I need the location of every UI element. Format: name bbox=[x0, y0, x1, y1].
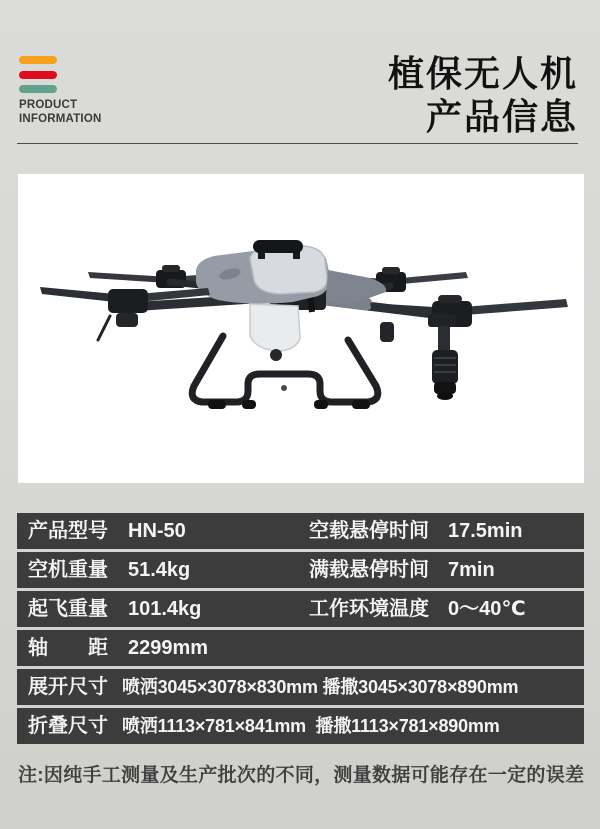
brand-logo bbox=[19, 56, 57, 100]
spec-label: 起飞重量 bbox=[28, 598, 108, 620]
spec-row-takeoff-weight bbox=[17, 591, 584, 627]
spec-value: 喷洒3045×3078×830mm 播撒3045×3078×890mm bbox=[122, 677, 519, 697]
spec-label: 展开尺寸 bbox=[28, 676, 108, 698]
logo-bar-red bbox=[19, 71, 57, 79]
spec-value: 7min bbox=[448, 559, 495, 581]
page-title-line2: 产品信息 bbox=[425, 96, 578, 137]
measurement-disclaimer: 注:因纯手工测量及生产批次的不同，测量数据可能存在一定的误差 bbox=[18, 765, 585, 786]
spec-value: HN-50 bbox=[128, 520, 186, 542]
logo-bar-teal bbox=[19, 85, 57, 93]
spec-label: 轴 距 bbox=[28, 637, 108, 659]
page-title-line1: 植保无人机 bbox=[387, 53, 578, 94]
logo-caption-line2: INFORMATION bbox=[19, 112, 102, 125]
spec-row-folded-size bbox=[17, 708, 584, 744]
spec-label: 空机重量 bbox=[28, 559, 108, 581]
header-divider bbox=[17, 143, 578, 144]
spec-value: 0～40℃ bbox=[448, 598, 526, 620]
spec-row-wheelbase bbox=[17, 630, 584, 666]
logo-caption bbox=[19, 99, 101, 126]
spec-value: 喷洒1113×781×841mm 播撒1113×781×890mm bbox=[122, 716, 500, 736]
drone-illustration bbox=[18, 174, 584, 483]
spec-value: 17.5min bbox=[448, 520, 523, 542]
spec-label: 折叠尺寸 bbox=[28, 715, 108, 737]
drone-product-image bbox=[18, 174, 584, 483]
logo-bar-orange bbox=[19, 56, 57, 64]
spec-value: 2299mm bbox=[128, 637, 209, 659]
page-title bbox=[388, 52, 578, 138]
spec-label: 产品型号 bbox=[28, 520, 108, 542]
spec-label: 空载悬停时间 bbox=[309, 520, 429, 542]
spec-value: 101.4kg bbox=[128, 598, 202, 620]
logo-caption-line1: PRODUCT bbox=[19, 99, 78, 111]
spec-label: 工作环境温度 bbox=[309, 598, 429, 620]
spec-row-model bbox=[17, 513, 584, 549]
spec-row-empty-weight bbox=[17, 552, 584, 588]
spec-value: 51.4kg bbox=[128, 559, 191, 581]
spec-label: 满载悬停时间 bbox=[309, 559, 429, 581]
spec-row-unfolded-size bbox=[17, 669, 584, 705]
